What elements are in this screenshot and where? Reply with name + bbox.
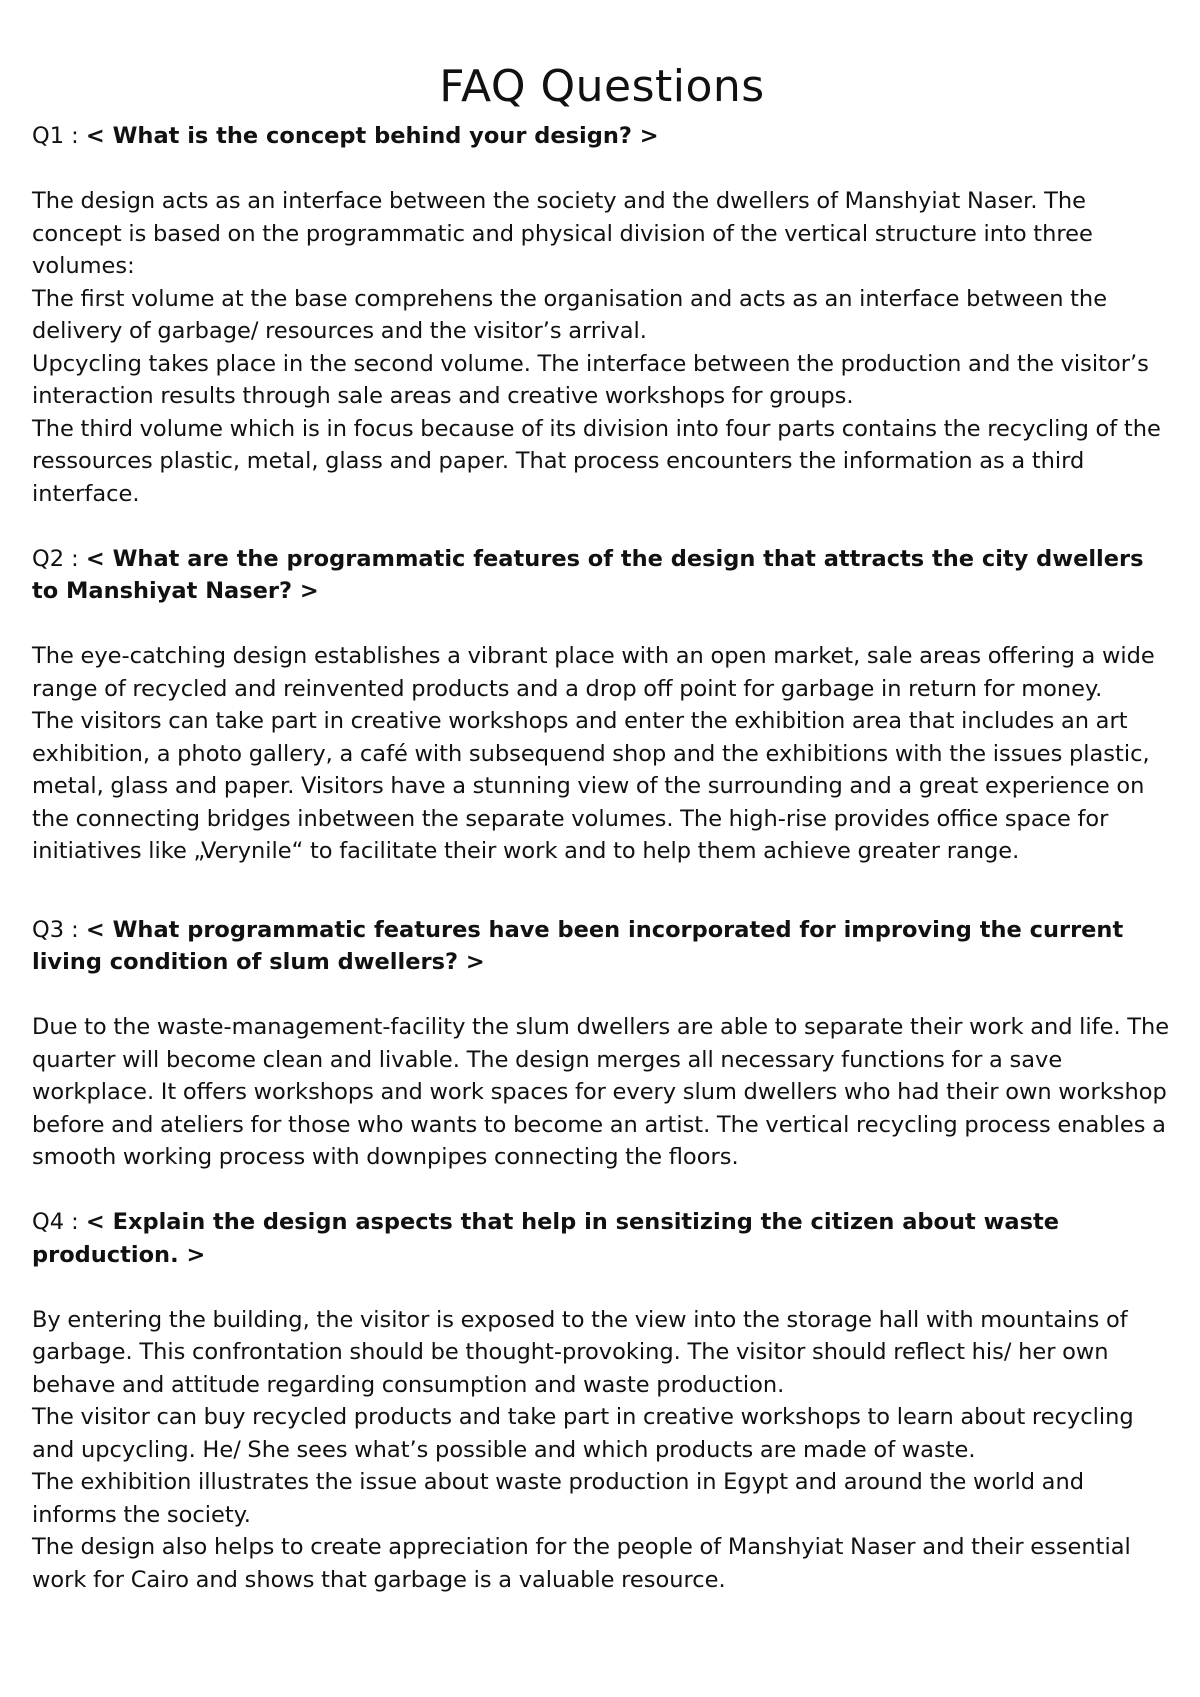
answer-paragraph: By entering the building, the visitor is exposed to the view into the storage hall with mountains of garbage. This confrontation should be thought-provoking. The visitor should reflect his/ her own behave and attitude regarding consumption and waste production. bbox=[32, 1306, 1128, 1398]
question-number: Q2 : bbox=[32, 545, 79, 572]
faq-item-q3 bbox=[32, 914, 1172, 1174]
question-text: < What are the programmatic features of the design that attracts the city dwellers to Manshiyat Naser? > bbox=[32, 545, 1144, 604]
answer-paragraph: The exhibition illustrates the issue about waste production in Egypt and around the world and informs the society. bbox=[32, 1469, 1084, 1528]
answer-paragraph: The design also helps to create appreciation for the people of Manshyiat Naser and their essential work for Cairo and shows that garbage is a valuable resource. bbox=[32, 1534, 1131, 1593]
question-heading bbox=[32, 543, 1172, 608]
question-heading bbox=[32, 120, 1172, 153]
answer-paragraph: The visitor can buy recycled products and take part in creative workshops to learn about recycling and upcycling. He/ She sees what’s possible and which products are made of waste. bbox=[32, 1404, 1134, 1463]
question-number: Q3 : bbox=[32, 916, 79, 943]
faq-item-q2 bbox=[32, 543, 1172, 868]
answer-paragraph: The design acts as an interface between the society and the dwellers of Manshyiat Naser. The concept is based on the programmatic and physical division of the vertical structure into three volumes: bbox=[32, 188, 1093, 279]
answer-paragraph: The third volume which is in focus because of its division into four parts contains the recycling of the ressources plastic, metal, glass and paper. That process encounters the information as a third interface. bbox=[32, 415, 1161, 507]
answer-paragraph: Upcycling takes place in the second volume. The interface between the production and the visitor’s interaction results through sale areas and creative workshops for groups. bbox=[32, 350, 1149, 409]
question-heading bbox=[32, 914, 1172, 979]
section-spacer bbox=[32, 510, 1172, 543]
page-title: FAQ Questions bbox=[439, 61, 765, 112]
answer-paragraph: Due to the waste-management-facility the slum dwellers are able to separate their work and life. The quarter will become clean and livable. The design merges all necessary functions for a save workplace. It offers workshops and work spaces for every slum dwellers who had their own workshop before and ateliers for those who wants to become an artist. The vertical recycling process enables a smooth working process with downpipes connecting the floors. bbox=[32, 1014, 1170, 1170]
answer-paragraph: The eye-catching design establishes a vibrant place with an open market, sale areas offering a wide range of recycled and reinvented products and a drop off point for garbage in return for money. bbox=[32, 643, 1155, 702]
faq-item-q4 bbox=[32, 1206, 1172, 1596]
answer-paragraph: The first volume at the base comprehens the organisation and acts as an interface between the delivery of garbage/ resources and the visitor’s arrival. bbox=[32, 285, 1108, 344]
answer-block bbox=[32, 1304, 1172, 1597]
faq-document bbox=[32, 58, 1172, 1596]
answer-block bbox=[32, 185, 1172, 510]
question-text: < What programmatic features have been incorporated for improving the current living condition of slum dwellers? > bbox=[32, 916, 1124, 975]
answer-paragraph: The visitors can take part in creative workshops and enter the exhibition area that includes an art exhibition, a photo gallery, a café with subsequend shop and the exhibitions with the issues plastic, metal, glass and paper. Visitors have a stunning view of the surrounding and a great experience on the connecting bridges inbetween the separate volumes. The high-rise provides office space for initiatives like „Verynile“ to facilitate their work and to help them achieve greater range. bbox=[32, 708, 1150, 864]
answer-block bbox=[32, 1011, 1172, 1174]
question-number: Q4 : bbox=[32, 1209, 79, 1235]
answer-block bbox=[32, 640, 1172, 868]
question-text: < Explain the design aspects that help in sensitizing the citizen about waste production. > bbox=[32, 1209, 1059, 1268]
question-heading bbox=[32, 1206, 1172, 1271]
question-number: Q1 : bbox=[32, 123, 79, 149]
question-text: < What is the concept behind your design? > bbox=[85, 123, 659, 149]
section-spacer bbox=[32, 1174, 1172, 1207]
faq-item-q1 bbox=[32, 120, 1172, 510]
section-spacer bbox=[32, 868, 1172, 914]
